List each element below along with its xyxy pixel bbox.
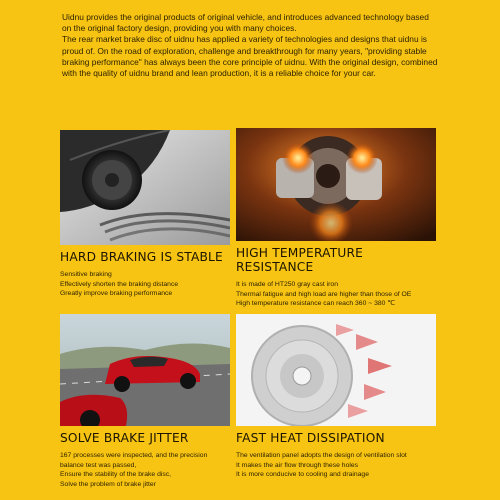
feature-brake-jitter [60,314,230,489]
hard-braking-photo [60,130,230,245]
feature-line: Ensure the stability of the brake disc, [60,471,172,478]
feature-title: FAST HEAT DISSIPATION [236,431,385,445]
red-sportscars-photo [60,314,230,426]
feature-line: It makes the air flow through these holes [236,461,359,469]
feature-hard-braking [60,130,230,299]
feature-line: Sensitive braking [60,271,112,278]
feature-list [236,451,436,480]
feature-line: The ventilation panel adopts the design of ventilation slot [236,452,407,459]
feature-line: 167 processes were inspected, and the precision balance test was passed, [60,452,208,469]
feature-high-temperature [236,128,436,309]
feature-list [236,280,436,309]
feature-heat-dissipation [236,314,436,480]
feature-line: Thermal fatigue and high load are higher than those of OE [236,290,412,298]
feature-line: High temperature resistance can reach 360 ~ 380 ℃ [236,300,395,307]
intro-paragraph-2: The rear market brake disc of uidnu has applied a variety of technologies and designs that uidnu is proud of. On the road of exploration, challenge and breakthrough for many years, "providing stable braking performance" has always been the core principle of uidnu. With the original design, combined with the quality of uidnu brand and lean production, it is a reliable choice for your car. [62,34,438,79]
feature-title: HIGH TEMPERATURE RESISTANCE [236,246,364,274]
feature-list [60,451,230,489]
feature-line: Solve the problem of brake jitter [60,480,156,488]
feature-title: SOLVE BRAKE JITTER [60,431,189,445]
ventilated-disc-illustration [236,314,436,426]
feature-line: Effectively shorten the braking distance [60,280,179,288]
feature-line: Greatly improve braking performance [60,290,173,297]
intro-paragraph-1: Uidnu provides the original products of original vehicle, and introduces advanced technology based on the original factory design, providing you with many choices. [62,12,429,34]
feature-list [60,270,230,299]
glowing-brake-photo [236,128,436,241]
feature-line: It is more conducive to cooling and drainage [236,471,369,478]
intro-text [62,12,440,79]
feature-title: HARD BRAKING IS STABLE [60,250,223,264]
feature-line: It is made of HT250 gray cast iron [236,281,338,288]
